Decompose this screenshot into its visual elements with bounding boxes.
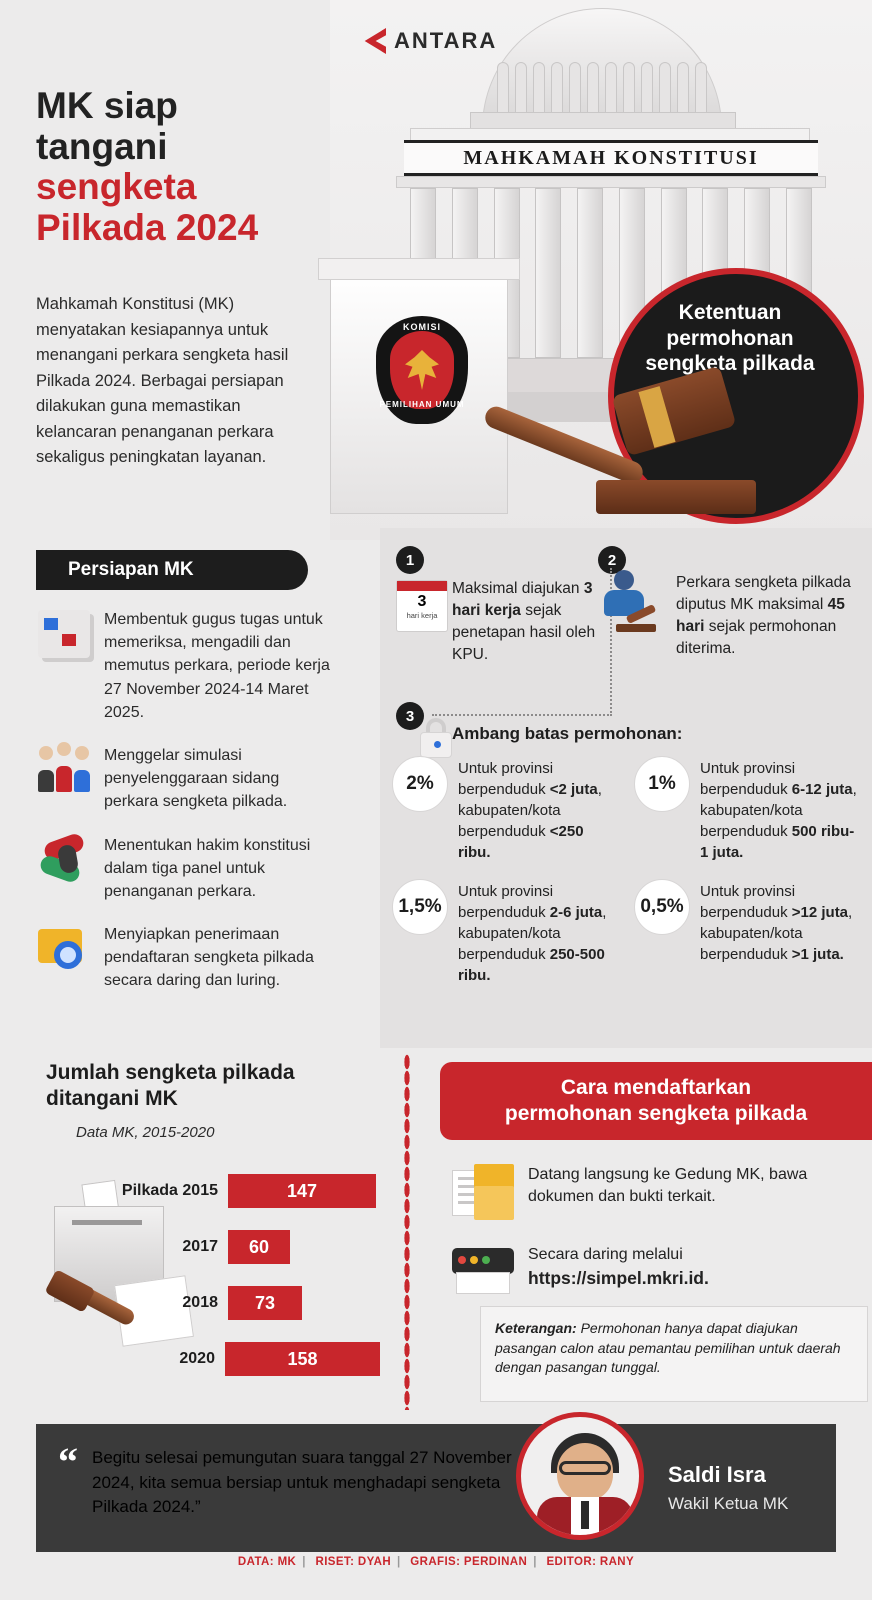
step2-text-after: sejak permohonan diterima. — [676, 618, 837, 657]
gavel-block — [596, 480, 756, 514]
bar-category-label: 2020 — [179, 1350, 215, 1367]
note-label: Keterangan: — [495, 1320, 577, 1336]
bar-value: 73 — [228, 1286, 302, 1320]
cycle-arrows-icon — [36, 832, 92, 888]
gavel-head — [612, 366, 737, 456]
note-text: Permohonan hanya dapat diajukan pasangan calon atau pemantau pemilihan untuk daerah dengan pasangan tunggal. — [495, 1320, 841, 1376]
step-badge-2: 2 — [598, 546, 626, 574]
threshold-percent: 1,5% — [392, 879, 448, 935]
threshold-percent: 2% — [392, 756, 448, 812]
list-item-text: Menentukan hakim konstitusi dalam tiga panel untuk penanganan perkara. — [104, 836, 311, 900]
threshold-bold-1: 6-12 juta — [791, 781, 853, 798]
credit-sep: | — [397, 1556, 401, 1568]
threshold-item — [384, 756, 626, 879]
threshold-text-mid: , kabupaten/kota berpenduduk — [700, 781, 857, 840]
step2-text — [676, 572, 852, 660]
credit-sep: | — [533, 1556, 537, 1568]
title-line-2: tangani — [36, 125, 168, 167]
quote-text: Begitu selesai pemungutan suara tanggal 27 November 2024, kita semua bersiap untuk menghadapi sengketa Pilkada 2024.” — [92, 1448, 512, 1517]
register-url[interactable]: https://simpel.mkri.id. — [528, 1268, 709, 1289]
calendar-3-days-icon — [396, 580, 448, 632]
threshold-bold-1: >12 juta — [791, 904, 849, 921]
threshold-percent: 0,5% — [634, 879, 690, 935]
speaker-role: Wakil Ketua MK — [668, 1494, 789, 1513]
chart-bar-row — [120, 1286, 380, 1320]
building-frieze — [404, 140, 818, 176]
judge-gavel-icon — [596, 570, 658, 636]
threshold-item — [626, 879, 868, 1002]
threshold-percent: 1% — [634, 756, 690, 812]
bar-category-label: 2018 — [182, 1294, 218, 1311]
threshold-text-before: Untuk provinsi berpenduduk — [458, 760, 554, 798]
threshold-item — [626, 756, 868, 879]
building-label: MAHKAMAH KONSTITUSI — [463, 146, 759, 169]
persiapan-list — [36, 606, 336, 1011]
kpu-logo-inner — [390, 331, 454, 409]
magnifier-title: Ketentuan permohonan sengketa pilkada — [645, 301, 815, 376]
threshold-bold-1: <2 juta — [549, 781, 598, 798]
threshold-title: Ambang batas permohonan: — [452, 724, 683, 743]
bar-category-label: Pilkada 2015 — [121, 1182, 218, 1199]
garuda-icon — [405, 350, 439, 390]
credit-riset: RISET: DYAH — [315, 1556, 392, 1568]
chart-subtitle: Data MK, 2015-2020 — [76, 1124, 215, 1141]
dotted-divider — [404, 1054, 410, 1410]
banner-line-2: permohonan sengketa pilkada — [504, 1102, 808, 1125]
calendar-icon — [36, 606, 92, 662]
threshold-text-before: Untuk provinsi berpenduduk — [700, 760, 796, 798]
list-item — [36, 606, 336, 724]
step1-text-after: sejak penetapan hasil oleh KPU. — [452, 602, 596, 663]
list-item-text: Menyiapkan penerimaan pendaftaran sengketa pilkada secara daring dan luring. — [104, 926, 314, 990]
antara-logo — [360, 28, 497, 54]
documents-icon — [452, 1164, 514, 1224]
kpu-label-top: KOMISI — [402, 322, 441, 332]
threshold-grid — [384, 756, 868, 1002]
bar-value: 158 — [225, 1342, 380, 1376]
register-item-text: Datang langsung ke Gedung MK, bawa dokumen dan bukti terkait. — [528, 1166, 808, 1206]
bar-chart — [120, 1174, 380, 1398]
threshold-bold-1: 2-6 juta — [549, 904, 603, 921]
title-line-1: MK siap — [36, 85, 178, 126]
credit-grafis: GRAFIS: PERDINAN — [410, 1556, 528, 1568]
lock-icon — [420, 718, 452, 758]
threshold-text-before: Untuk provinsi berpenduduk — [458, 883, 554, 921]
folder-search-icon — [36, 921, 92, 977]
threshold-bold-2: 250-500 ribu. — [458, 946, 605, 984]
building-cornice — [396, 176, 826, 188]
register-item-text — [528, 1244, 709, 1298]
list-item-text: Membentuk gugus tugas untuk memeriksa, mengadili dan memutus perkara, periode kerja 27 November 2024-14 Maret 2025. — [104, 611, 330, 721]
credits — [0, 1556, 872, 1568]
speaker-name: Saldi Isra — [668, 1462, 766, 1487]
threshold-text — [458, 756, 618, 863]
threshold-item — [384, 879, 626, 1002]
note-box — [480, 1306, 868, 1402]
chart-bar-row — [120, 1230, 380, 1264]
threshold-bold-2: >1 juta. — [791, 946, 844, 963]
chart-bar-row — [120, 1174, 380, 1208]
quote-mark-icon: “ — [58, 1439, 78, 1484]
chart-title: Jumlah sengketa pilkada ditangani MK — [46, 1061, 295, 1111]
threshold-text — [700, 879, 860, 986]
list-item — [36, 832, 336, 904]
threshold-text-mid: , kabupaten/kota berpenduduk — [458, 781, 602, 840]
register-text-before: Secara daring melalui — [528, 1246, 683, 1263]
threshold-text-before: Untuk provinsi berpenduduk — [700, 883, 796, 921]
title-line-3: sengketa — [36, 166, 197, 208]
people-group-icon — [36, 742, 92, 798]
gavel-icon — [470, 372, 760, 542]
section-heading-persiapan: Persiapan MK — [36, 550, 308, 590]
credit-sep: | — [302, 1556, 306, 1568]
step1-text — [452, 578, 604, 666]
credit-data: DATA: MK — [237, 1556, 297, 1568]
kpu-label-bottom: PEMILIHAN UMUM — [379, 400, 465, 409]
podium-top — [318, 258, 520, 280]
step1-text-before: Maksimal diajukan — [452, 580, 584, 597]
threshold-text-mid: , kabupaten/kota berpenduduk — [458, 904, 607, 963]
banner-line-1: Cara mendaftarkan — [560, 1075, 752, 1099]
step-badge-1: 1 — [396, 546, 424, 574]
title-line-4: Pilkada 2024 — [36, 207, 259, 249]
antara-arrow-icon — [360, 28, 386, 54]
bar-value: 147 — [228, 1174, 376, 1208]
step-badge-3: 3 — [396, 702, 424, 730]
threshold-text-mid: , kabupaten/kota berpenduduk — [700, 904, 853, 963]
page-title — [36, 86, 316, 249]
step2-text-before: Perkara sengketa pilkada diputus MK maksimal — [676, 574, 851, 613]
list-item-text: Menggelar simulasi penyelenggaraan sidang perkara sengketa pilkada. — [104, 746, 288, 811]
threshold-text — [700, 756, 860, 863]
list-item — [36, 921, 336, 993]
chart-bar-row — [120, 1342, 380, 1376]
bar-category-label: 2017 — [182, 1238, 218, 1255]
register-item — [452, 1164, 832, 1224]
threshold-bold-2: <250 ribu. — [458, 823, 584, 861]
step1-highlight: 3 hari kerja — [452, 580, 593, 619]
calendar-sub: hari kerja — [406, 610, 438, 620]
online-web-icon — [452, 1244, 514, 1298]
antara-wordmark: ANTARA — [394, 28, 498, 53]
threshold-bold-2: 500 ribu-1 juta. — [700, 823, 855, 861]
avatar — [516, 1412, 644, 1540]
threshold-text — [458, 879, 618, 986]
bar-value: 60 — [228, 1230, 290, 1264]
register-item — [452, 1244, 832, 1298]
lede-paragraph: Mahkamah Konstitusi (MK) menyatakan kesiapannya untuk menangani perkara sengketa hasil Pilkada 2024. Berbagai persiapan dilakukan guna memastikan kelancaran penanganan perkara sekaligus peningkatan layanan. — [36, 295, 289, 467]
list-item — [36, 742, 336, 814]
calendar-number: 3 — [417, 593, 427, 610]
step2-highlight: 45 hari — [676, 596, 845, 635]
credit-editor: EDITOR: RANY — [546, 1556, 635, 1568]
section-heading-cara-mendaftarkan — [440, 1062, 872, 1140]
